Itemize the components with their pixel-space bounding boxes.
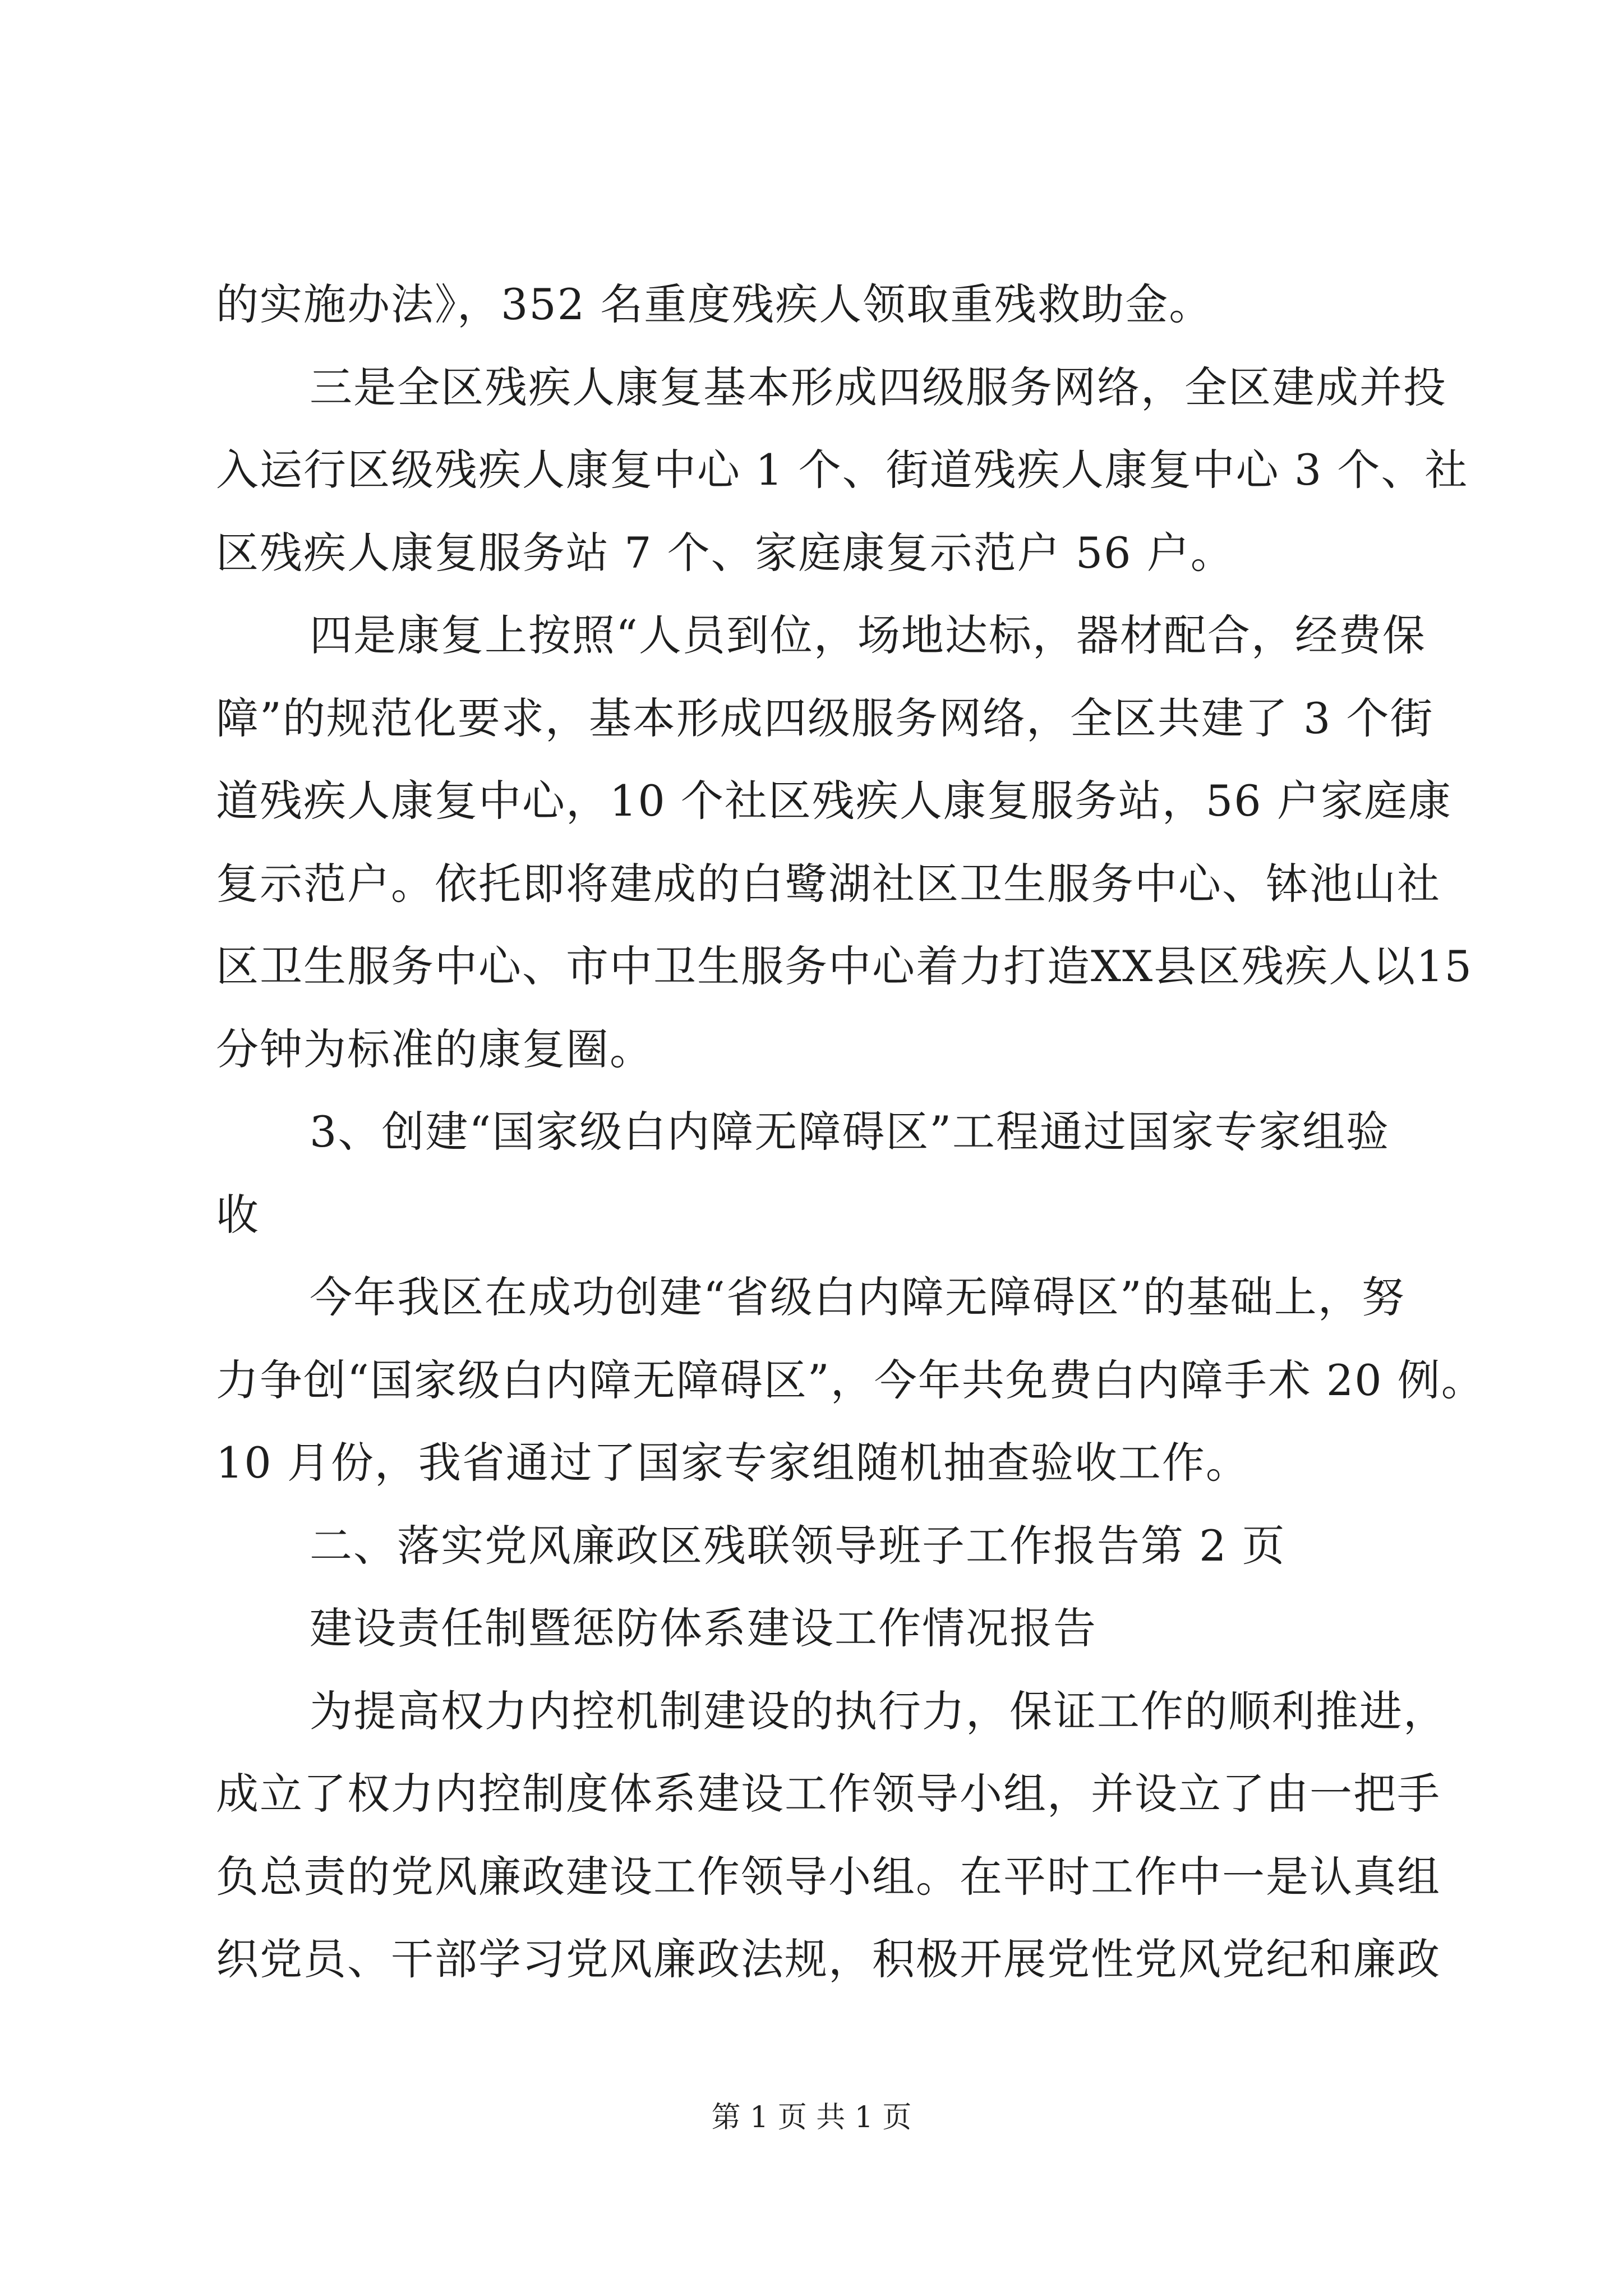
text-line: 障”的规范化要求，基本形成四级服务网络，全区共建了 3 个街 (216, 693, 1434, 743)
text-line: 入运行区级残疾人康复中心 1 个、街道残疾人康复中心 3 个、社 (216, 445, 1469, 495)
text-line: 区残疾人康复服务站 7 个、家庭康复示范户 56 户。 (216, 528, 1234, 578)
text-line: 分钟为标准的康复圈。 (216, 1024, 653, 1074)
section-heading: 二、落实党风廉政区残联领导班子工作报告第 2 页 (310, 1521, 1286, 1571)
page-footer: 第 1 页 共 1 页 (711, 2101, 912, 2134)
text-line: 10 月份，我省通过了国家专家组随机抽查验收工作。 (216, 1438, 1249, 1488)
text-line: 区卫生服务中心、市中卫生服务中心着力打造XX县区残疾人以15 (216, 941, 1473, 991)
text-line: 成立了权力内控制度体系建设工作领导小组，并设立了由一把手 (216, 1769, 1441, 1819)
text-line: 四是康复上按照“人员到位，场地达标，器材配合，经费保 (310, 610, 1426, 660)
text-line: 织党员、干部学习党风廉政法规，积极开展党性党风党纪和廉政 (216, 1934, 1441, 1984)
section-heading-continued: 收 (216, 1190, 260, 1240)
text-line: 今年我区在成功创建“省级白内障无障碍区”的基础上，努 (310, 1272, 1405, 1322)
text-line: 为提高权力内控机制建设的执行力，保证工作的顺利推进， (310, 1686, 1447, 1736)
text-line: 的实施办法》，352 名重度残疾人领取重残救助金。 (216, 279, 1213, 329)
text-line: 负总责的党风廉政建设工作领导小组。在平时工作中一是认真组 (216, 1852, 1441, 1902)
text-line: 道残疾人康复中心，10 个社区残疾人康复服务站，56 户家庭康 (216, 776, 1452, 826)
text-line: 力争创“国家级白内障无障碍区”，今年共免费白内障手术 20 例。 (216, 1355, 1485, 1405)
text-line: 三是全区残疾人康复基本形成四级服务网络，全区建成并投 (310, 362, 1447, 412)
text-line: 复示范户。依托即将建成的白鹭湖社区卫生服务中心、钵池山社 (216, 859, 1441, 909)
section-heading: 3、创建“国家级白内障无障碍区”工程通过国家专家组验 (310, 1107, 1390, 1157)
section-heading-continued: 建设责任制暨惩防体系建设工作情况报告 (310, 1603, 1097, 1653)
